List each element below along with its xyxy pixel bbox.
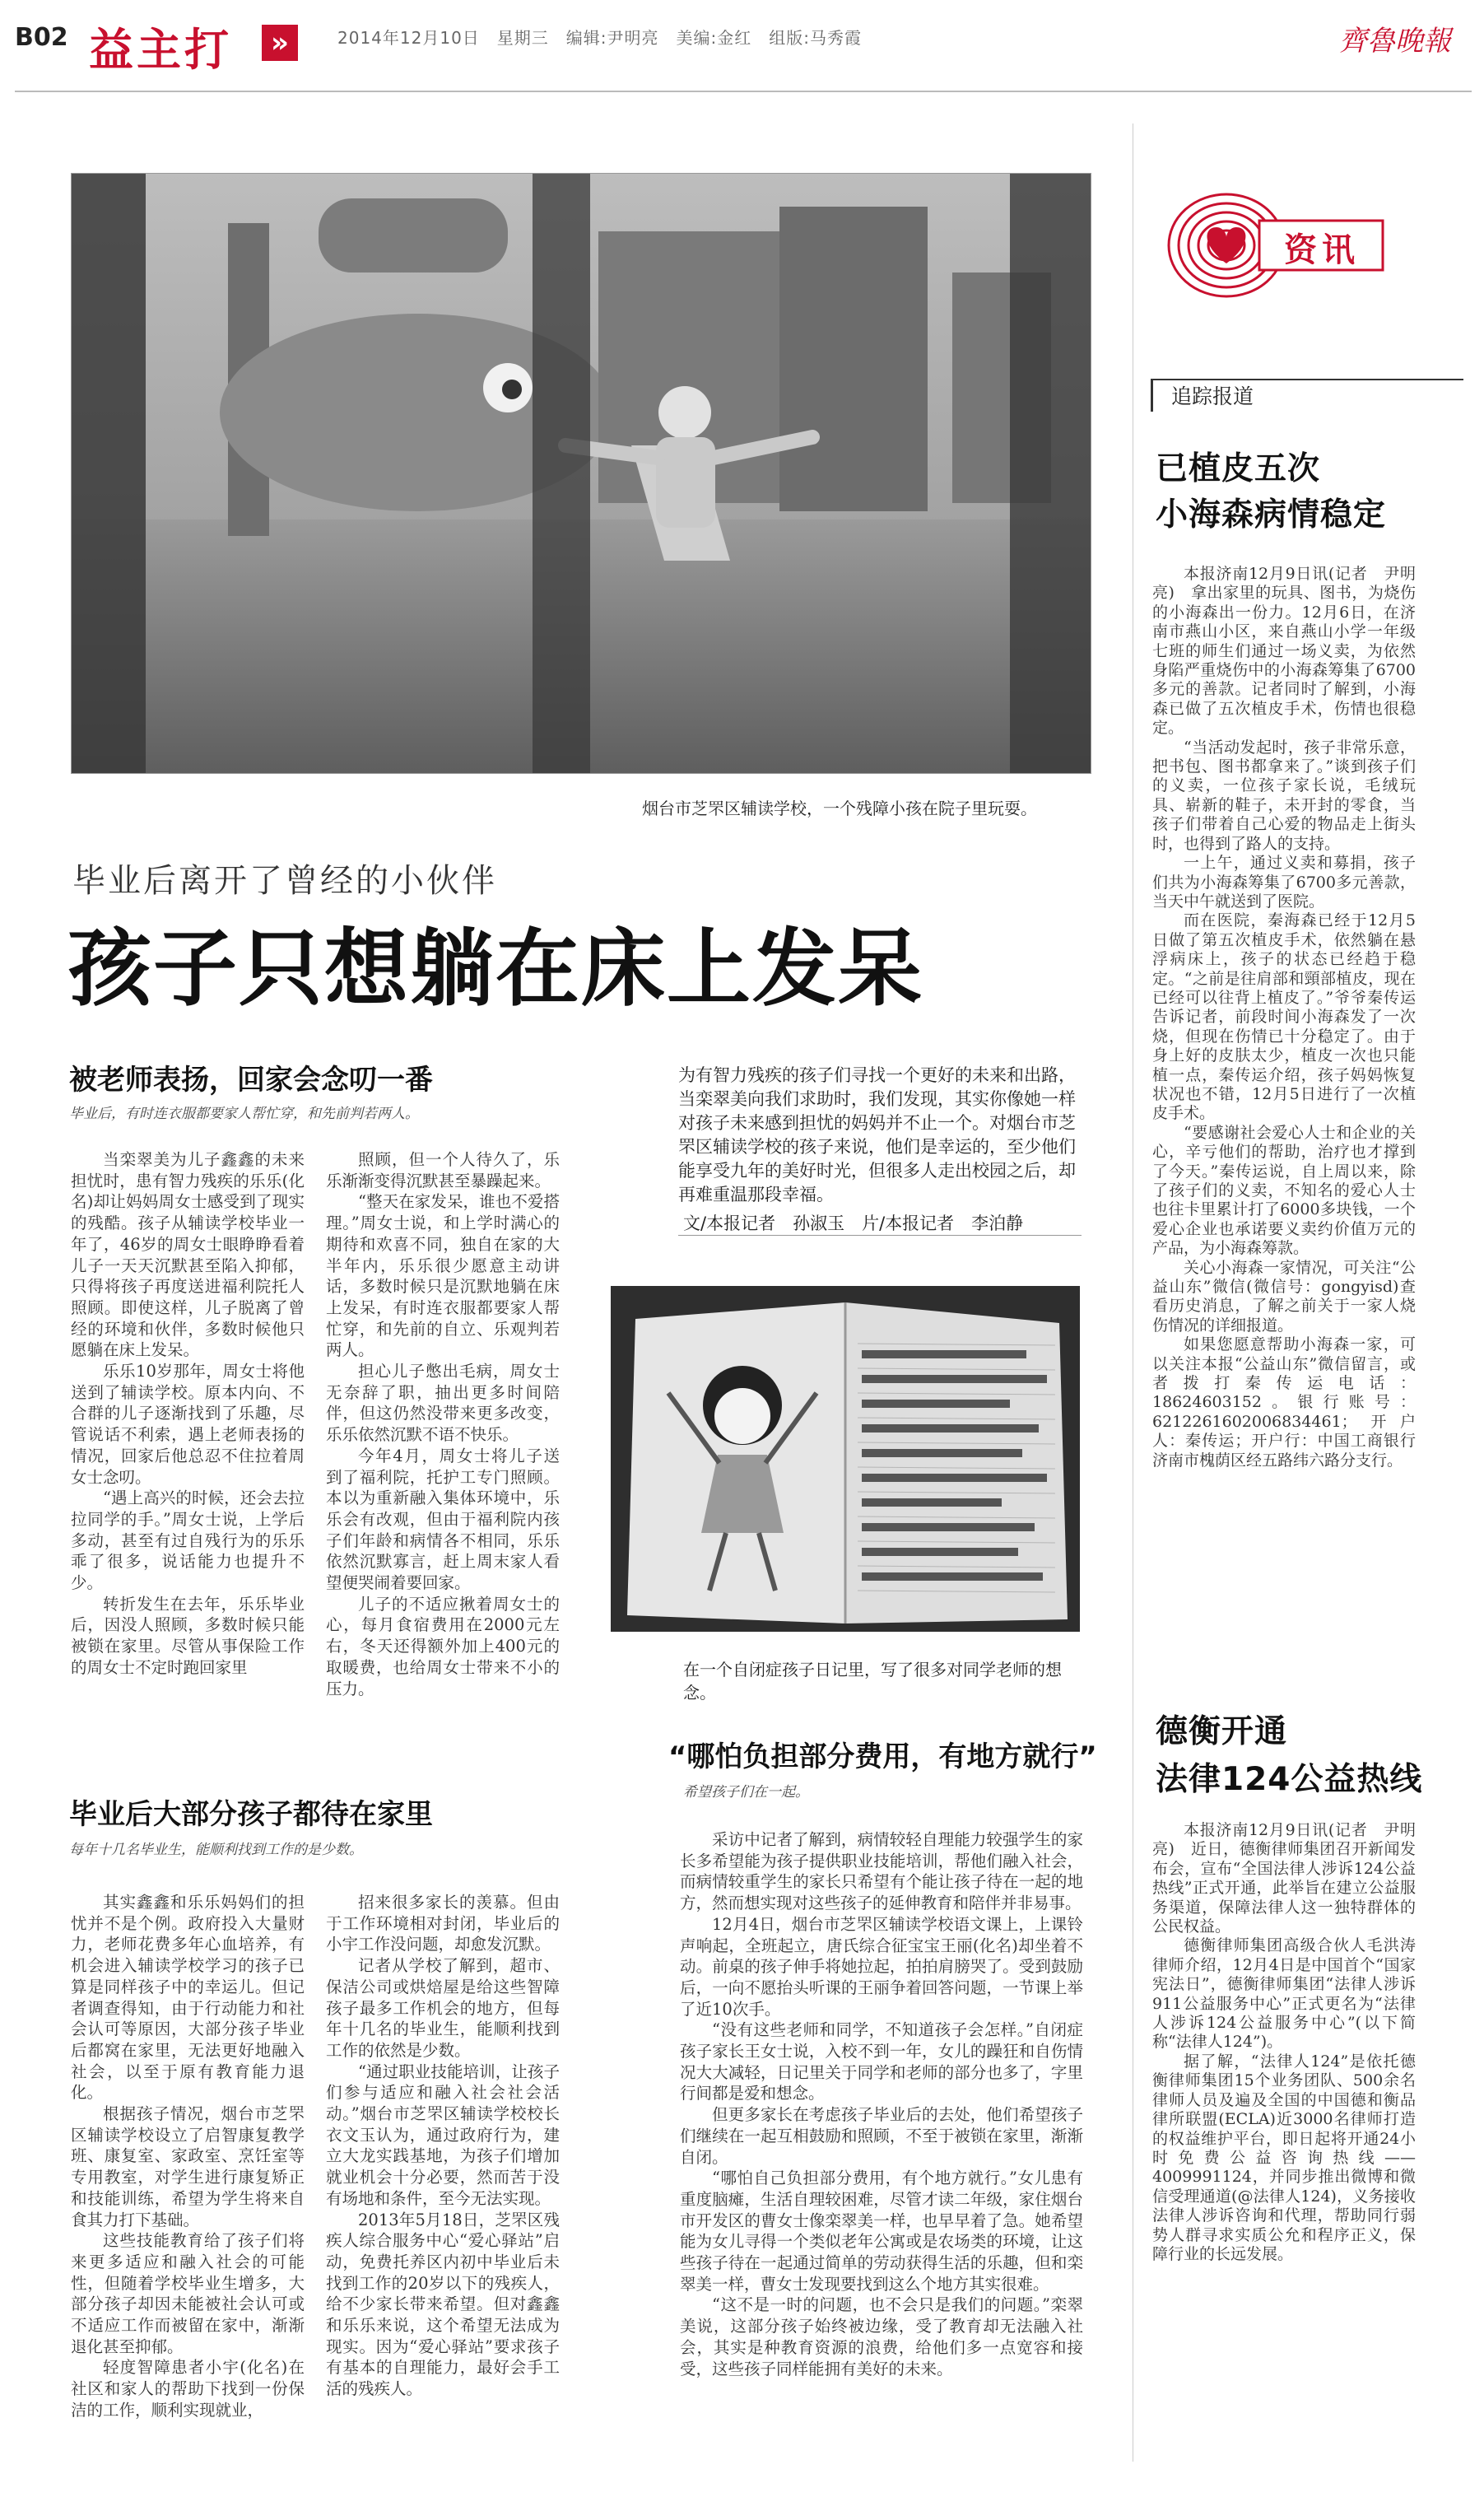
paragraph: 德衡律师集团高级合伙人毛洪涛律师介绍，12月4日是中国首个“国家宪法日”，德衡律师集团“法律人涉诉911公益服务中心”正式更名为“法律人涉诉124公益服务中心”(以下简称“法律人124”)。 xyxy=(1152,1936,1416,2052)
section2-column2 xyxy=(326,1892,560,2400)
story2-title-line2: 法律124公益热线 xyxy=(1156,1761,1423,1798)
paragraph: “要感谢社会爱心人士和企业的关心，辛亏他们的帮助，治疗也才撑到了今天。”秦传运说，自上周以来，除了孩子们的义卖，不知名的爱心人士也往卡里累计打了6000多块钱，一个爱心企业也承诺要义卖约价值万元的产品，为小海森筹款。 xyxy=(1152,1123,1416,1258)
article-subheadline: 毕业后离开了曾经的小伙伴 xyxy=(72,862,497,900)
paragraph: “当活动发起时，孩子非常乐意，把书包、图书都拿来了。”谈到孩子们的义卖，一位孩子家长说，毛绒玩具、崭新的鞋子，未开封的零食，当孩子们带着自己心爱的物品走上街头时，也得到了路人的支持。 xyxy=(1152,738,1416,853)
paragraph: 转折发生在去年，乐乐毕业后，因没人照顾，多数时候只能被锁在家里。尽管从事保险工作的周女士不定时跑回家里 xyxy=(71,1594,305,1677)
paragraph: 其实鑫鑫和乐乐妈妈们的担忧并不是个例。政府投入大量财力，老师花费多年心血培养，有机会进入辅读学校学习的孩子已算是同样孩子中的幸运儿。但记者调查得知，由于行动能力和社会认可等原因，大部分孩子毕业后都窝在家里，无法更好地融入社会，以至于原有教育能力退化。 xyxy=(71,1893,305,2103)
section2-title: 毕业后大部分孩子都待在家里 xyxy=(69,1798,433,1831)
paragraph: 照顾，但一个人待久了，乐乐渐渐变得沉默甚至暴躁起来。 xyxy=(326,1150,560,1190)
article-lead: 为有智力残疾的孩子们寻找一个更好的未来和出路，当栾翠美向我们求助时，我们发现，其实你像她一样对孩子未来感到担忧的妈妈并不止一个。对烟台市芝罘区辅读学校的孩子来说，他们是幸运的，至少他们能享受九年的美好时光，但很多人走出校园之后，却再难重温那段幸福。 xyxy=(678,1065,1076,1204)
paragraph: 招来很多家长的羡慕。但由于工作环境相对封闭，毕业后的小宇工作没问题，却愈发沉默。 xyxy=(326,1893,560,1954)
paragraph: 担心儿子憋出毛病，周女士无奈辞了职，抽出更多时间陪伴，但这仍然没带来更多改变，乐乐依然沉默不语不快乐。 xyxy=(326,1362,560,1445)
paragraph: 这些技能教育给了孩子们将来更多适应和融入社会的可能性，但随着学校毕业生增多，大部分孩子却因未能被社会认可或不适应工作而被留在家中，渐渐退化甚至抑郁。 xyxy=(71,2231,305,2356)
section2-column1 xyxy=(71,1892,305,2421)
story2-title-line1: 德衡开通 xyxy=(1156,1713,1288,1750)
section1-title: 被老师表扬，回家会念叨一番 xyxy=(69,1064,433,1097)
byline-divider xyxy=(678,1235,1082,1236)
paragraph: “没有这些老师和同学，不知道孩子会怎样。”自闭症孩子家长王女士说，入校不到一年，女儿的躁狂和自伤情况大大减轻，日记里关于同学和老师的部分也多了，字里行间都是爱和想念。 xyxy=(680,2020,1083,2103)
section1-column1 xyxy=(71,1149,305,1679)
paragraph: 轻度智障患者小宇(化名)在社区和家人的帮助下找到一份保洁的工作，顺利实现就业， xyxy=(71,2358,305,2420)
playground-photo-illustration xyxy=(72,174,1091,774)
paragraph: 据了解，“法律人124”是依托德衡律师集团15个业务团队、500余名律师人员及遍及全国的中国德和衡品律所联盟(ECLA)近3000名律师打造的权益维护平台，即日起将开通24小时免费公益咨询热线——4009991124，并同步推出微博和微信受理通道(@法律人124)，义务接收法律人涉诉咨询和代理，帮助同行弱势人群寻求实质公允和程序正义，保障行业的长远发展。 xyxy=(1152,2052,1416,2263)
article-headline: 孩子只想躺在床上发呆 xyxy=(67,920,923,1018)
paragraph: 12月4日，烟台市芝罘区辅读学校语文课上，上课铃声响起，全班起立，唐氏综合征宝宝王丽(化名)却坐着不动。前桌的孩子伸手将她拉起，拍拍肩膀哭了。受到鼓励后，一向不愿抬头听课的王丽争着回答问题，一节课上举了近10次手。 xyxy=(680,1914,1083,2019)
issue-meta: 2014年12月10日 星期三 编辑:尹明亮 美编:金红 组版:马秀霞 xyxy=(337,28,863,48)
newspaper-logo: 齊魯晚報 xyxy=(1339,25,1451,58)
paragraph: 本报济南12月9日讯(记者 尹明亮) 近日，德衡律师集团召开新闻发布会，宣布“全国法律人涉诉124公益热线”正式开通，此举旨在建立公益服务渠道，保障法律人这一独特群体的公民权益。 xyxy=(1152,1821,1416,1936)
paragraph: 而在医院，秦海森已经于12月5日做了第五次植皮手术，依然躺在悬浮病床上，孩子的状态已经趋于稳定。“之前是往肩部和頸部植皮，现在已经可以往背上植皮了。”爷爷秦传运告诉记者，前段时间小海森发了一次烧，但现在伤情已十分稳定了。由于身上好的皮肤太少，植皮一次也只能植一点，秦传运介绍，孩子妈妈恢复状况也不错，12月5日进行了一次植皮手术。 xyxy=(1152,911,1416,1123)
paragraph: “整天在家发呆，谁也不爱搭理。”周女士说，和上学时满心的期待和欢喜不同，独自在家的大半年内，乐乐很少愿意主动讲话，多数时候只是沉默地躺在床上发呆，有时连衣服都要家人帮忙穿，和先前的自立、乐观判若两人。 xyxy=(326,1192,560,1360)
section3-body xyxy=(680,1829,1083,2379)
paragraph: “哪怕自己负担部分费用，有个地方就行。”女儿患有重度脑瘫，生活自理较困难，尽管才读二年级，家住烟台市开发区的曹女士像栾翠美一样，也早早着了急。她希望能为女儿寻得一个类似老年公寓或是农场类的环境，让这些孩子待在一起通过简单的劳动获得生活的乐趣，但和栾翠美一样，曹女士发现要找到这么个地方其实很难。 xyxy=(680,2169,1083,2294)
paragraph: 一上午，通过义卖和募捐，孩子们共为小海森筹集了6700多元善款，当天中午就送到了医院。 xyxy=(1152,854,1416,911)
section1-subtitle: 毕业后，有时连衣服都要家人帮忙穿，和先前判若两人。 xyxy=(69,1106,419,1122)
section3-subtitle: 希望孩子们在一起。 xyxy=(683,1784,809,1801)
diary-illustration xyxy=(611,1286,1080,1632)
section1-column2 xyxy=(326,1149,560,1699)
section3-title: “哪怕负担部分费用，有地方就行” xyxy=(668,1740,1097,1773)
section-name: 益主打 xyxy=(89,24,232,76)
story2-body xyxy=(1152,1821,1416,2264)
news-logo xyxy=(1152,188,1407,303)
paragraph: 2013年5月18日，芝罘区残疾人综合服务中心“爱心驿站”启动，免费托养区内初中毕业后未找到工作的20岁以下的残疾人，给不少家长带来希望。但对鑫鑫和乐乐来说，这个希望无法成为现实。因为“爱心驿站”要求孩子有基本的自理能力，最好会手工活的残疾人。 xyxy=(326,2210,560,2399)
paragraph: 本报济南12月9日讯(记者 尹明亮) 拿出家里的玩具、图书，为烧伤的小海森出一份力。12月6日，在济南市燕山小区，来自燕山小学一年级七班的师生们通过一场义卖，为依然身陷严重烧伤中的小海森筹集了6700多元的善款。记者同时了解到，小海森已做了五次植皮手术，伤情也很稳定。 xyxy=(1152,565,1416,738)
fingerprint-heart-icon xyxy=(1152,188,1407,303)
diary-photo-caption: 在一个自闭症孩子日记里，写了很多对同学老师的想念。 xyxy=(683,1660,1062,1703)
paragraph: “遇上高兴的时候，还会去拉拉同学的手。”周女士说，上学后多动，甚至有过自残行为的乐乐乖了很多，说话能力也提升不少。 xyxy=(71,1488,305,1593)
story1-title-line2: 小海森病情稳定 xyxy=(1156,496,1387,533)
news-label: 资讯 xyxy=(1284,231,1360,269)
paragraph: 采访中记者了解到，病情较轻自理能力较强学生的家长多希望能为孩子提供职业技能培训，帮他们融入社会，而病情较重学生的家长只希望有个能让孩子待在一起的地方，然而想实现对这些孩子的延伸教育和陪伴并非易事。 xyxy=(680,1830,1083,1913)
main-photo-caption: 烟台市芝罘区辅读学校，一个残障小孩在院子里玩耍。 xyxy=(642,799,1037,818)
paragraph: 乐乐10岁那年，周女士将他送到了辅读学校。原本内向、不合群的儿子逐渐找到了乐趣，尽管说话不利索，遇上老师表扬的情况，回家后他总忍不住拉着周女士念叨。 xyxy=(71,1362,305,1487)
paragraph: 记者从学校了解到，超市、保洁公司或烘焙屋是给这些智障孩子最多工作机会的地方，但每年十几名的毕业生，能顺利找到工作的依然是少数。 xyxy=(326,1956,560,2060)
tracking-label: 追踪报道 xyxy=(1151,379,1463,412)
paragraph: 今年4月，周女士将儿子送到了福利院，托护工专门照顾。本以为重新融入集体环境中，乐乐会有改观，但由于福利院内孩子们年龄和病情各不相同，乐乐依然沉默寡言，赶上周末家人看望便哭闹着要回家。 xyxy=(326,1446,560,1593)
section2-subtitle: 每年十几名毕业生，能顺利找到工作的是少数。 xyxy=(69,1842,363,1858)
header-divider xyxy=(15,91,1472,92)
paragraph: 如果您愿意帮助小海森一家，可以关注本报“公益山东”微信留言，或者拨打秦传运电话：18624603152。银行账号：6212261602006834461；开户人：秦传运；开户行：中国工商银行济南市槐荫区经五路纬六路分支行。 xyxy=(1152,1335,1416,1470)
paragraph: 儿子的不适应揪着周女士的心，每月食宿费用在2000元左右，冬天还得额外加上400元的取暖费，也给周女士带来不小的压力。 xyxy=(326,1594,560,1698)
paragraph: “这不是一时的问题，也不会只是我们的问题。”栾翠美说，这部分孩子始终被边缘，受了教育却无法融入社会，其实是种教育资源的浪费，给他们多一点宽容和接受，这些孩子同样能拥有美好的未来。 xyxy=(680,2295,1083,2378)
story1-body xyxy=(1152,565,1416,1470)
story1-title-line1: 已植皮五次 xyxy=(1156,450,1321,487)
article-byline: 文/本报记者 孙淑玉 片/本报记者 李泊静 xyxy=(683,1214,1024,1233)
paragraph: 关心小海森一家情况，可关注“公益山东”微信(微信号：gongyisd)查看历史消息，了解之前关于一家人烧伤情况的详细报道。 xyxy=(1152,1258,1416,1335)
paragraph: 当栾翠美为儿子鑫鑫的未来担忧时，患有智力残疾的乐乐(化名)却让妈妈周女士感受到了现实的残酷。孩子从辅读学校毕业一年了，46岁的周女士眼睁睁看着儿子一天天沉默甚至陷入抑郁，只得将孩子再度送进福利院托人照顾。即使这样，儿子脱离了曾经的环境和伙伴，多数时候他只愿躺在床上发呆。 xyxy=(71,1150,305,1360)
diary-photo xyxy=(611,1286,1080,1632)
paragraph: “通过职业技能培训，让孩子们参与适应和融入社会社会活动。”烟台市芝罘区辅读学校校长衣文玉认为，通过政府行为，建立大龙实践基地，为孩子们增加就业机会十分必要，然而苦于没有场地和条件，至今无法实现。 xyxy=(326,2061,560,2208)
paragraph: 但更多家长在考虑孩子毕业后的去处，他们希望孩子们继续在一起互相鼓励和照顾，不至于被锁在家里，渐渐自闭。 xyxy=(680,2105,1083,2167)
main-photo xyxy=(71,173,1091,774)
paragraph: 根据孩子情况，烟台市芝罘区辅读学校设立了启智康复教学班、康复室、家政室、烹饪室等专用教室，对学生进行康复矫正和技能训练，希望为学生将来自食其力打下基础。 xyxy=(71,2104,305,2229)
chevron-icon: » xyxy=(262,25,298,61)
page-number: B02 xyxy=(15,23,68,52)
